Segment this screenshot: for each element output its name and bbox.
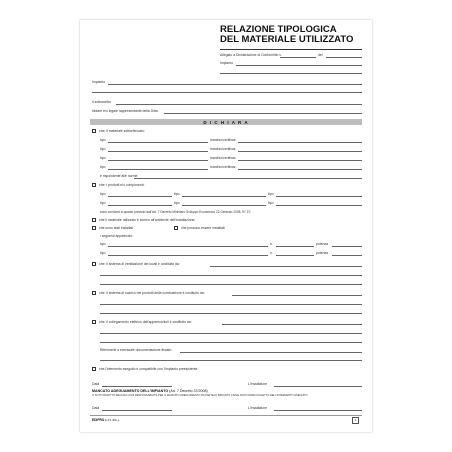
compatibile-checkbox[interactable] [92,367,96,371]
potenza-label: potenza [316,242,329,246]
installatore-label: L'Installatore [248,382,268,386]
footer-code: EDIPRO [92,418,105,422]
form-page [80,20,372,432]
marchio-label: marchio/certifcaz. [210,147,237,151]
tipo-label: tipo [268,201,274,205]
collegamento-field-line2[interactable] [100,333,362,334]
impianto-field[interactable] [108,84,362,85]
page-number: 1 [352,417,359,424]
apparecchio-tipo-field[interactable] [108,246,268,247]
idoneo-checkbox[interactable] [92,218,96,222]
data-label: Data [92,382,100,386]
sottoscritto-field[interactable] [116,104,362,105]
impianto-field-line2[interactable] [92,92,362,93]
allegato-number-field[interactable] [280,57,316,58]
dichiara-band: D I C H I A R A [90,119,362,125]
prodotto-tipo-field[interactable] [108,196,172,197]
rispondente-label: è rispondente alle norme: [100,174,139,178]
allegato-label: Allegato a Dichiarazione di Conformità n. [220,53,282,57]
ventilazione-checkbox[interactable] [92,262,96,266]
marchio-field[interactable] [238,142,362,143]
scarico-field-line2[interactable] [100,304,362,305]
materiale-checkbox[interactable] [92,129,96,133]
marchio-field[interactable] [238,160,362,161]
ventilazione-field-line3[interactable] [100,284,362,285]
tipo-label: tipo [100,165,106,169]
marchio-label: marchio/certifcaz. [210,165,237,169]
mancato-text: IL SOTTOSCRITTO DECLINA OGNI RESPONSABILITÀ PER IL MANCATO ADEGUAMENTO DA PARTE DI IMPIANTO CIVILE NON FORMA OGGETTO DELL'INTERVENTO ESEGUITO [92,394,308,397]
collegamento-field-line3[interactable] [100,342,362,343]
prodotto-tipo-field[interactable] [182,205,266,206]
ventilazione-field-line2[interactable] [100,275,362,276]
sottoscritto-label: Il sottoscritto [92,100,112,104]
assenso-checkbox[interactable] [174,226,178,230]
collegamento-checkbox[interactable] [92,320,96,324]
apparecchi-label: i seguenti apparecchi: [100,234,133,238]
header-impianto-label: Impianto [220,61,234,65]
tipo-field[interactable] [108,160,208,161]
tipo-label: tipo [174,201,180,205]
norme-field[interactable] [134,178,362,179]
title-underline [220,49,362,50]
n-label: n. [270,251,273,255]
impianto-label: Impianto [92,80,106,84]
collegamento-label: che: il collegamento elettrico dell'apparecchio/i è costituito da: [99,320,192,324]
potenza-label: potenza [316,251,329,255]
n-label: n. [270,242,273,246]
tipo-label: tipo [174,192,180,196]
tipo-field[interactable] [108,151,208,152]
form-title: RELAZIONE TIPOLOGICA DEL MATERIALE UTILIZZATO [220,24,354,45]
header-impianto-field[interactable] [236,65,362,66]
apparecchio-n-field[interactable] [276,255,314,256]
footer-divider [90,415,362,416]
prodotto-tipo-field[interactable] [108,205,172,206]
mancato-title: MANCATO ADEGUAMENTO DELL'IMPIANTO (Art. 7 Decreto 37/2008) [92,389,208,393]
assenso-label: che possono essere installati [181,226,225,230]
riferimenti-field-line2[interactable] [100,360,362,361]
tipo-label: tipo [100,147,106,151]
tipo-label: tipo [100,138,106,142]
apparecchio-n-field[interactable] [276,246,314,247]
riferimenti-field[interactable] [180,352,362,353]
installati-checkbox[interactable] [92,226,96,230]
tipo-label: tipo [268,192,274,196]
tipo-label: tipo [100,251,106,255]
data-field[interactable] [102,410,172,411]
data-field[interactable] [102,386,172,387]
tipo-label: tipo [100,192,106,196]
prodotto-tipo-field[interactable] [276,205,362,206]
scarico-label: che: il sistema di scarico dei prodotti della combustione è costituito da: [99,291,205,295]
allegato-date-field[interactable] [326,57,362,58]
titolare-label: titolare e/o legale rappresentante della Ditta [92,109,158,113]
riferimenti-label: Riferimenti a eventuale documentazione fiscale: [100,348,172,352]
marchio-field[interactable] [238,169,362,170]
conformi-text: sono conformi a quanto previsto dall'Art. 7 Decreto Ministero Sviluppo Economico 22 Gennaio 2008, N° 37; [100,210,252,214]
marchio-field[interactable] [238,151,362,152]
scarico-field-line3[interactable] [100,313,362,314]
tipo-label: tipo [100,156,106,160]
installatore-signature-field[interactable] [274,410,362,411]
prodotti-checkbox[interactable] [92,183,96,187]
prodotto-tipo-field[interactable] [182,196,266,197]
ventilazione-field[interactable] [210,266,362,267]
idoneo-label: che il materiale utilizzato è idoneo all'ambiente dell'installazione; [99,218,196,222]
compatibile-label: che l'intervento eseguito è compatibile con l'impianto preesistente. [99,367,199,371]
footer-code-detail: E.6/1 iBlu.p [105,418,120,422]
tipo-label: tipo [100,242,106,246]
installati-label: che sono stati installati [99,226,134,230]
materiale-label: che: il materiale sottoelencato: [99,129,145,133]
marchio-label: marchio/certifcaz. [210,138,237,142]
header-blank-line[interactable] [220,73,362,74]
installatore-signature-field[interactable] [274,386,362,387]
titolare-field[interactable] [164,113,362,114]
scarico-checkbox[interactable] [92,291,96,295]
apparecchio-tipo-field[interactable] [108,255,268,256]
installatore-label: L'Installatore [248,406,268,410]
marchio-label: marchio/certifcaz. [210,156,237,160]
collegamento-field[interactable] [222,324,362,325]
tipo-label: tipo [100,201,106,205]
data-label: Data [92,406,100,410]
prodotto-tipo-field[interactable] [276,196,362,197]
ventilazione-label: che: il sistema di ventilazione dei locali è costituito da: [99,262,180,266]
scarico-field[interactable] [232,295,362,296]
apparecchio-potenza-field[interactable] [332,255,362,256]
prodotti-label: che: i prodotti e/o componenti: [99,183,145,187]
apparecchio-potenza-field[interactable] [332,246,362,247]
del-label: del [318,53,323,57]
tipo-field[interactable] [108,169,208,170]
tipo-field[interactable] [108,142,208,143]
